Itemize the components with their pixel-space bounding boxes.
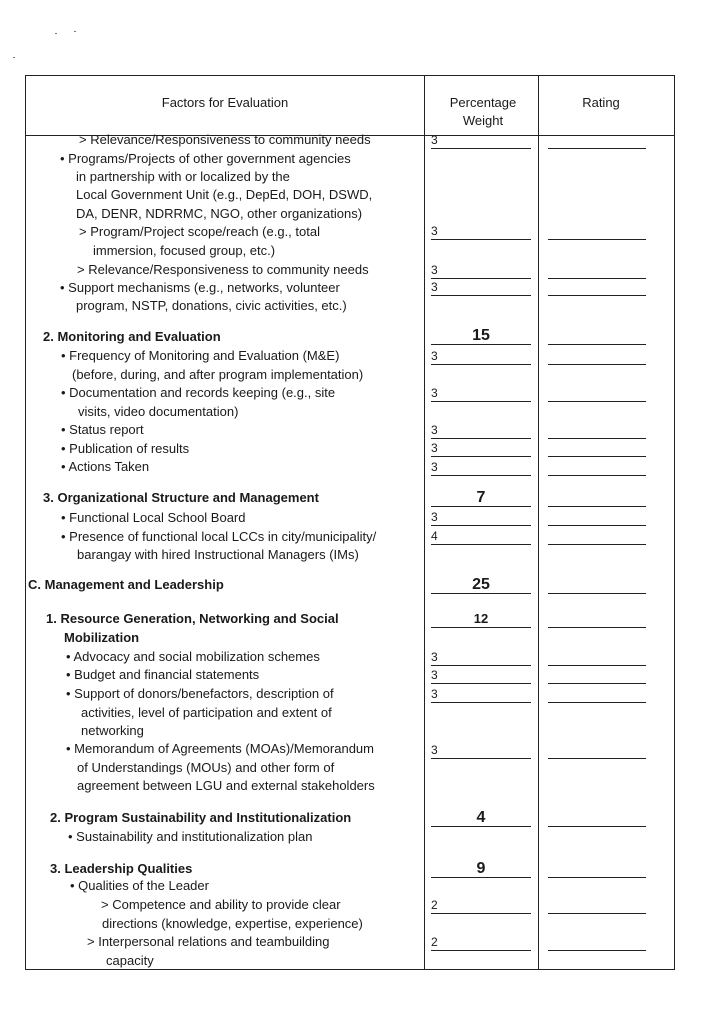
rating-blank: [548, 440, 646, 457]
weight-blank: [431, 440, 531, 457]
rating-blank: [548, 348, 646, 365]
rating-blank: [548, 528, 646, 545]
criterion-advocacy: • Advocacy and social mobilization schemes: [66, 649, 320, 664]
weight-blank: [431, 262, 531, 279]
criterion-actions-taken: • Actions Taken: [61, 459, 150, 474]
weight-blank: [431, 132, 531, 149]
weight-blank: [431, 810, 531, 827]
criterion-moa-mou: • Memorandum of Agreements (MOAs)/Memorandum: [66, 741, 374, 756]
weight-value: 3: [431, 460, 438, 474]
criterion-text-line: agreement between LGU and external stakeholders: [77, 778, 375, 793]
header-percentage-weight: Percentage Weight: [449, 95, 517, 128]
criterion-program-scope: > Program/Project scope/reach (e.g., total: [79, 224, 320, 239]
criterion-competence: > Competence and ability to provide clear: [101, 897, 341, 912]
header-rating: Rating: [582, 95, 620, 110]
column-divider-rating: [538, 76, 539, 969]
weight-value: 3: [431, 441, 438, 455]
rating-blank: [548, 611, 646, 628]
criterion-text-line: (before, during, and after program implementation): [72, 367, 364, 382]
rating-blank: [548, 649, 646, 666]
weight-value: 3: [431, 510, 438, 524]
section-leadership-qualities: 3. Leadership Qualities: [50, 861, 193, 876]
weight-blank: [431, 490, 531, 507]
weight-value: 3: [431, 280, 438, 294]
rating-blank: [548, 262, 646, 279]
weight-blank: [431, 385, 531, 402]
criterion-text-line: visits, video documentation): [78, 404, 239, 419]
criterion-sustainability-plan: • Sustainability and institutionalization plan: [68, 829, 313, 844]
weight-value: 3: [431, 349, 438, 363]
rating-blank: [548, 897, 646, 914]
weight-blank: [431, 223, 531, 240]
weight-blank: [431, 611, 531, 628]
weight-value: 3: [431, 423, 438, 437]
weight-blank: [431, 897, 531, 914]
weight-blank: [431, 528, 531, 545]
weight-blank: [431, 667, 531, 684]
criterion-leader-qualities: • Qualities of the Leader: [70, 878, 209, 893]
criterion-lccs: • Presence of functional local LCCs in city/municipality/: [61, 529, 377, 544]
criterion-text-line: immersion, focused group, etc.): [93, 243, 276, 258]
weight-value: 25: [472, 576, 490, 593]
criterion-text-line: networking: [81, 723, 144, 738]
rating-blank: [548, 667, 646, 684]
weight-value: 3: [431, 263, 438, 277]
weight-blank: [431, 934, 531, 951]
rating-blank: [548, 422, 646, 439]
criterion-other-agencies: • Programs/Projects of other government agencies: [60, 151, 351, 166]
weight-blank: [431, 348, 531, 365]
rating-blank: [548, 385, 646, 402]
weight-value: 4: [476, 809, 486, 826]
rating-blank: [548, 223, 646, 240]
criterion-status-report: • Status report: [61, 422, 144, 437]
rating-blank: [548, 934, 646, 951]
weight-value: 2: [431, 935, 438, 949]
rating-blank: [548, 328, 646, 345]
criterion-text-line: of Understandings (MOUs) and other form of: [77, 760, 335, 775]
criterion-text-line: barangay with hired Instructional Managers (IMs): [77, 547, 359, 562]
section-program-sustainability: 2. Program Sustainability and Institutionalization: [50, 810, 352, 825]
weight-value: 9: [476, 860, 486, 877]
weight-value: 2: [431, 898, 438, 912]
weight-blank: [431, 686, 531, 703]
rating-blank: [548, 490, 646, 507]
section-management-leadership: C. Management and Leadership: [28, 577, 224, 592]
weight-value: 4: [431, 529, 438, 543]
weight-blank: [431, 422, 531, 439]
criterion-text-line: in partnership with or localized by the: [76, 169, 290, 184]
criterion-relevance-community: > Relevance/Responsiveness to community needs: [77, 262, 369, 277]
rating-blank: [548, 279, 646, 296]
criterion-interpersonal: > Interpersonal relations and teambuilding: [87, 934, 330, 949]
rating-blank: [548, 861, 646, 878]
rating-blank: [548, 742, 646, 759]
weight-value: 15: [472, 327, 490, 344]
criterion-text-line: activities, level of participation and extent of: [81, 705, 332, 720]
criterion-school-board: • Functional Local School Board: [61, 510, 246, 525]
criterion-text-line: DA, DENR, NDRRMC, NGO, other organizations): [76, 206, 363, 221]
weight-value: 12: [473, 611, 489, 626]
rating-blank: [548, 810, 646, 827]
weight-value: 3: [431, 133, 438, 147]
section-resource-generation: 1. Resource Generation, Networking and Social: [46, 611, 339, 626]
criterion-budget: • Budget and financial statements: [66, 667, 260, 682]
weight-blank: [431, 861, 531, 878]
criterion-text-line: program, NSTP, donations, civic activities, etc.): [76, 298, 347, 313]
weight-blank: [431, 459, 531, 476]
column-divider-weight: [424, 76, 425, 969]
rating-blank: [548, 459, 646, 476]
weight-value: 3: [431, 224, 438, 238]
criterion-relevance-community: > Relevance/Responsiveness to community needs: [79, 132, 371, 147]
rating-blank: [548, 577, 646, 594]
weight-blank: [431, 577, 531, 594]
rating-blank: [548, 509, 646, 526]
weight-blank: [431, 509, 531, 526]
weight-blank: [431, 328, 531, 345]
criterion-me-frequency: • Frequency of Monitoring and Evaluation (M&E): [61, 348, 340, 363]
weight-value: 3: [431, 386, 438, 400]
criterion-text-line: directions (knowledge, expertise, experience): [102, 916, 363, 931]
weight-value: 3: [431, 743, 438, 757]
header-factors: Factors for Evaluation: [161, 95, 289, 110]
rating-blank: [548, 686, 646, 703]
criterion-documentation: • Documentation and records keeping (e.g., site: [61, 385, 336, 400]
weight-blank: [431, 742, 531, 759]
criterion-support-mechanisms: • Support mechanisms (e.g., networks, volunteer: [60, 280, 340, 295]
section-organizational-structure: 3. Organizational Structure and Management: [43, 490, 319, 505]
weight-blank: [431, 649, 531, 666]
weight-value: 3: [431, 668, 438, 682]
weight-value: 7: [476, 489, 486, 506]
rating-blank: [548, 132, 646, 149]
evaluation-table: [25, 75, 675, 970]
weight-value: 3: [431, 650, 438, 664]
weight-value: 3: [431, 687, 438, 701]
criterion-publication: • Publication of results: [61, 441, 190, 456]
criterion-text-line: Mobilization: [64, 630, 140, 645]
section-monitoring-evaluation: 2. Monitoring and Evaluation: [43, 329, 221, 344]
criterion-donors: • Support of donors/benefactors, description of: [66, 686, 334, 701]
weight-blank: [431, 279, 531, 296]
criterion-text-line: capacity: [106, 953, 154, 968]
criterion-text-line: Local Government Unit (e.g., DepEd, DOH, DSWD,: [76, 187, 373, 202]
